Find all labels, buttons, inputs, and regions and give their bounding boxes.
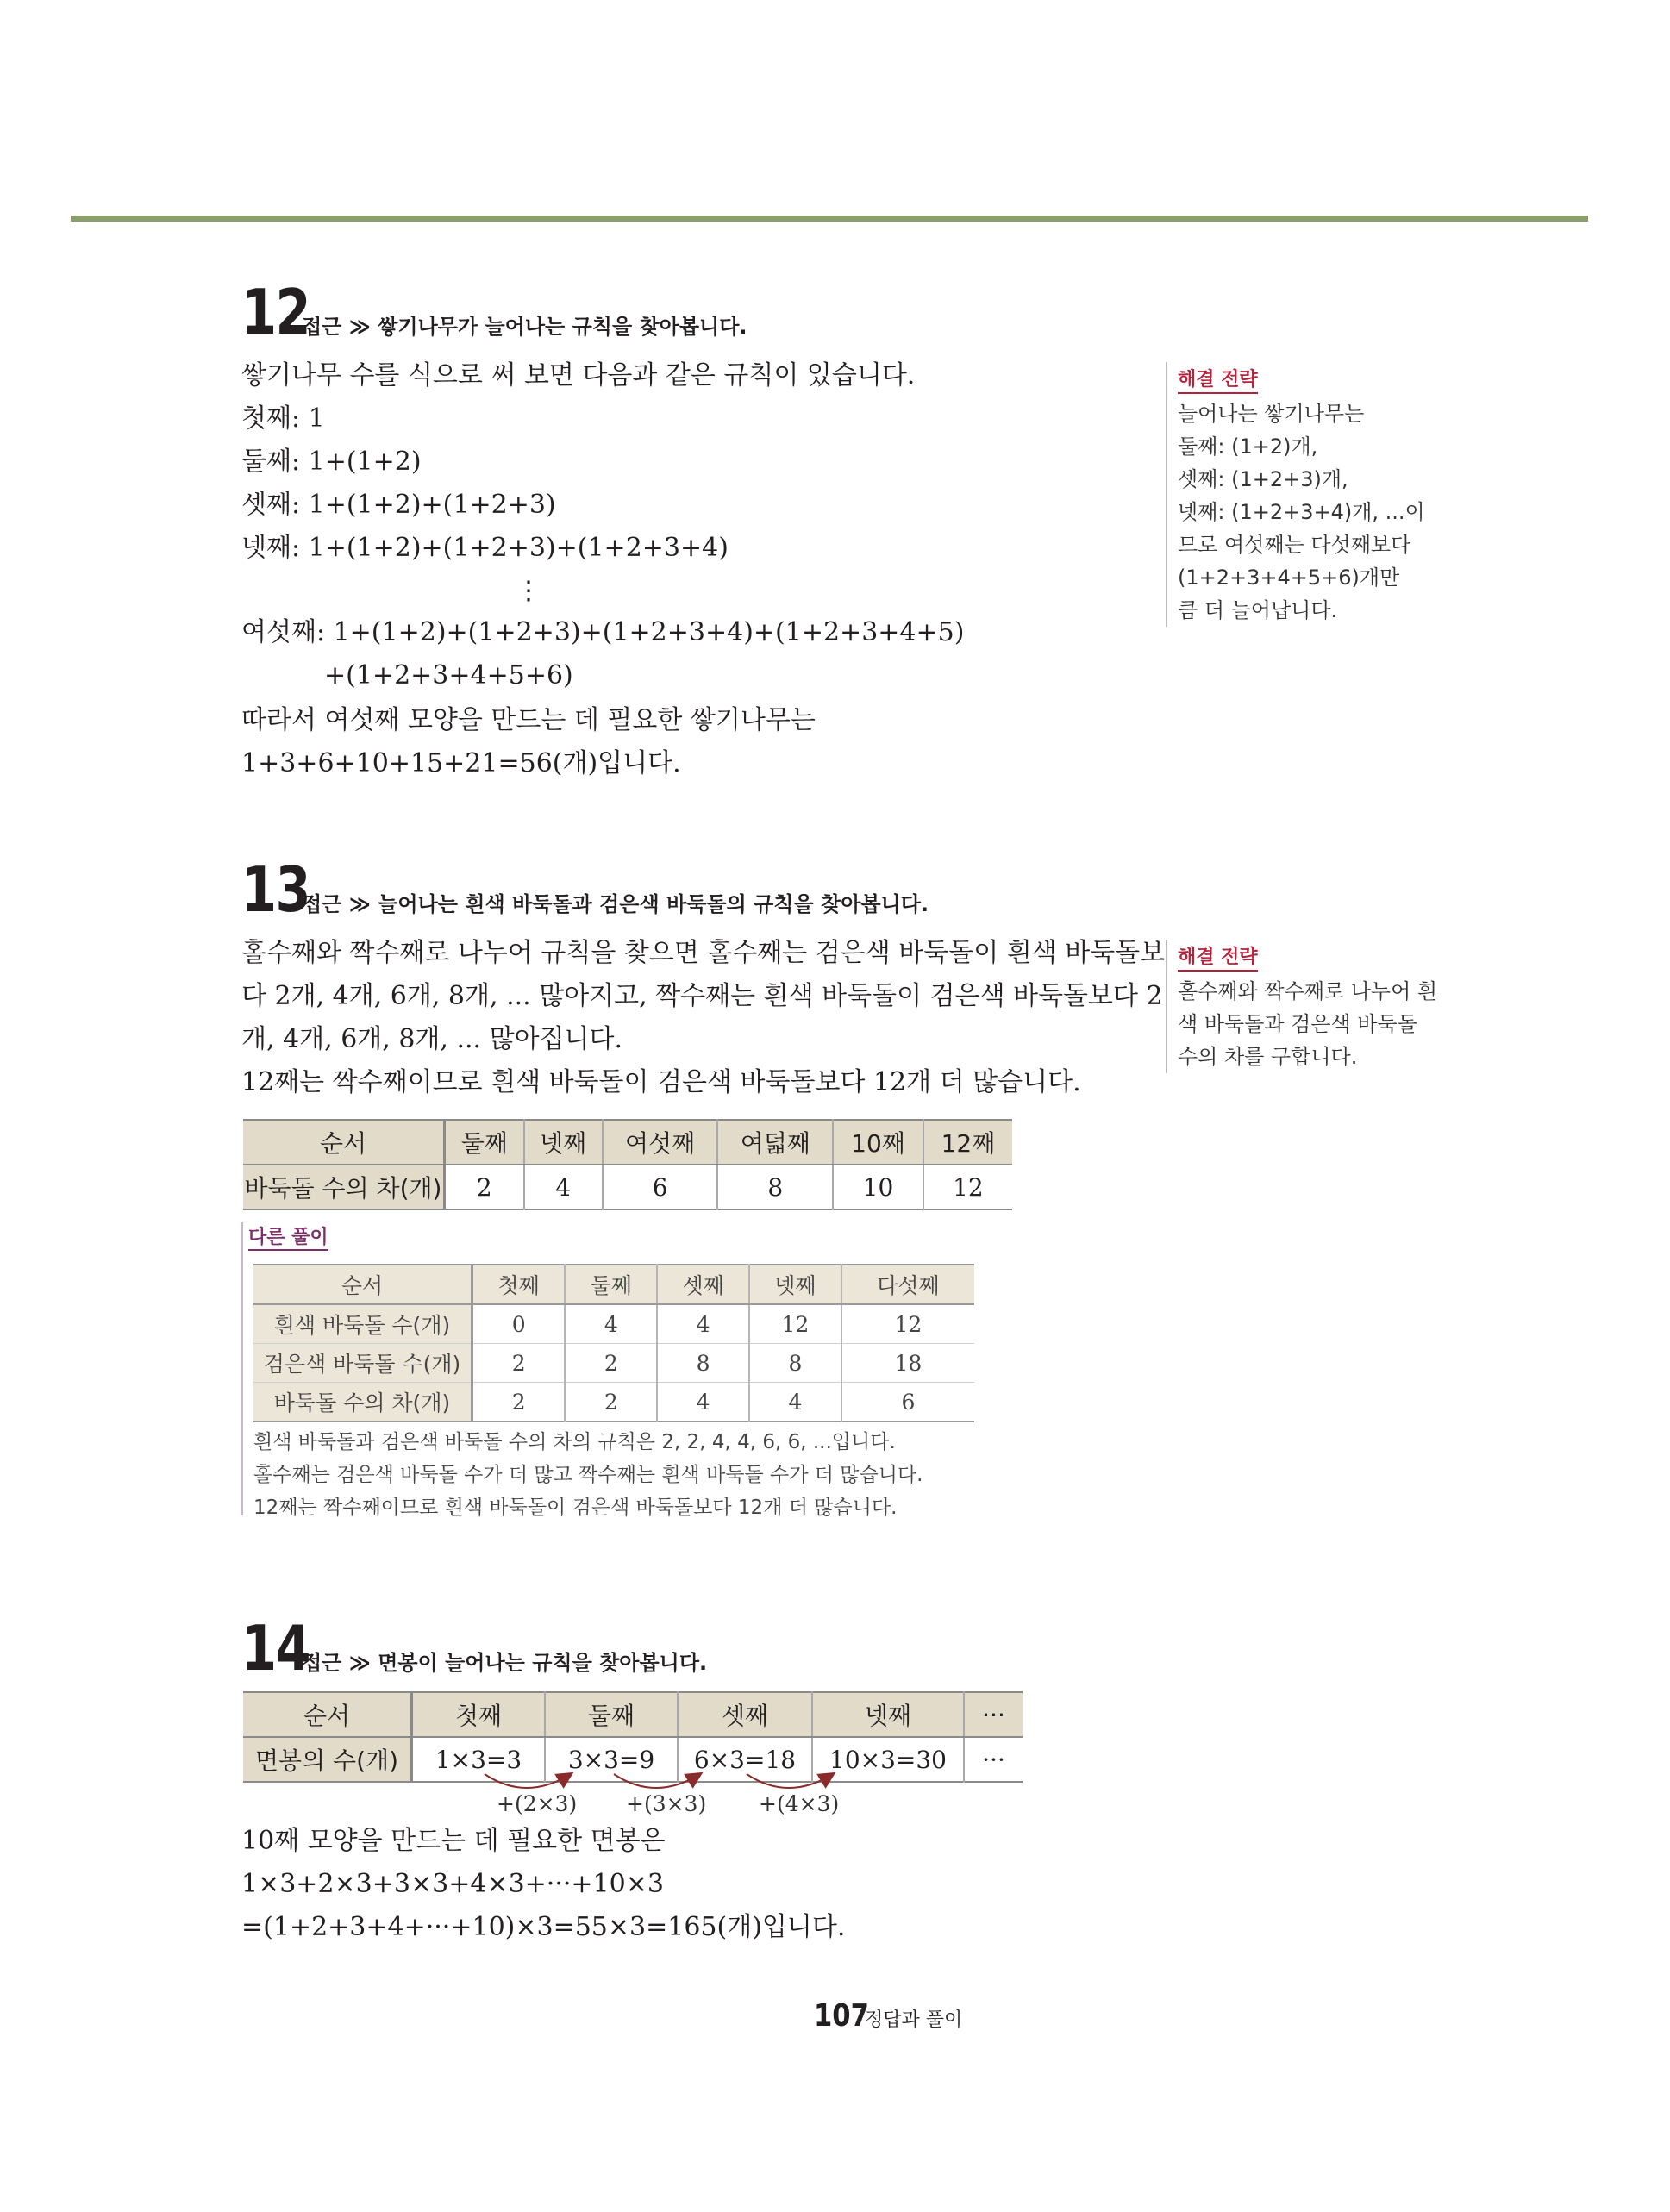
p12-line: 따라서 여섯째 모양을 만드는 데 필요한 쌓기나무는 (241, 705, 816, 735)
problem-number: 12 (241, 276, 310, 348)
table-cell: 2 (472, 1344, 566, 1383)
table-cell: 4 (657, 1383, 749, 1422)
table-header-cell: 넷째 (749, 1265, 841, 1304)
strategy-line: 셋째: (1+2+3)개, (1178, 467, 1348, 491)
table-cell: 4 (524, 1165, 603, 1209)
table-cell: 2 (472, 1383, 566, 1422)
approach-text: 접근 ≫ 늘어나는 흰색 바둑돌과 검은색 바둑돌의 규칙을 찾아봅니다. (302, 892, 929, 916)
row-label: 바둑돌 수의 차(개) (243, 1165, 445, 1209)
p14-answer: =(1+2+3+4+···+10)×3=55×3=165(개)입니다. (241, 1912, 846, 1942)
table-header-cell: 12째 (923, 1120, 1012, 1165)
vertical-ellipsis: ⋮ (516, 576, 541, 606)
p13-line: 홀수째와 짝수째로 나누어 규칙을 찾으면 홀수째는 검은색 바둑돌이 흰색 바둑돌보 (241, 938, 1166, 968)
problem-number: 13 (241, 853, 310, 926)
strategy-line: 넷째: (1+2+3+4)개, ...이 (1178, 500, 1425, 524)
approach-text: 접근 ≫ 쌓기나무가 늘어나는 규칙을 찾아봅니다. (302, 315, 747, 339)
table-cell: 2 (565, 1344, 657, 1383)
alt-line: 홀수째는 검은색 바둑돌 수가 더 많고 짝수째는 흰색 바둑돌 수가 더 많습니다. (253, 1464, 923, 1486)
table-cell: 12 (841, 1304, 974, 1344)
table-cell: 3×3=9 (545, 1737, 678, 1782)
table-header-cell: 넷째 (812, 1692, 964, 1737)
p14-line: 10째 모양을 만드는 데 필요한 면봉은 (241, 1826, 666, 1856)
table-cell: 0 (472, 1304, 566, 1344)
p12-line: 둘째: 1+(1+2) (241, 447, 422, 477)
alt-title: 다른 풀이 (248, 1222, 328, 1251)
step-label: +(2×3) (497, 1791, 578, 1816)
table-cell: 10 (833, 1165, 923, 1209)
table-header-cell: 첫째 (412, 1692, 546, 1737)
table-cell: 6 (841, 1383, 974, 1422)
p12-line: 첫째: 1 (241, 403, 325, 434)
row-label: 면봉의 수(개) (243, 1737, 412, 1782)
table-cell: 8 (749, 1344, 841, 1383)
p13-line: 12째는 짝수째이므로 흰색 바둑돌이 검은색 바둑돌보다 12개 더 많습니다. (241, 1067, 1081, 1097)
table-cell: 4 (565, 1304, 657, 1344)
p12-line: 셋째: 1+(1+2)+(1+2+3) (241, 490, 556, 520)
table-header-cell: 둘째 (445, 1120, 524, 1165)
table-header-cell: 순서 (243, 1692, 412, 1737)
p14-line: 1×3+2×3+3×3+4×3+···+10×3 (241, 1869, 664, 1899)
p12-answer: 1+3+6+10+15+21=56(개)입니다. (241, 748, 681, 778)
table-cell: ··· (982, 1745, 1005, 1774)
table-cell: 6 (603, 1165, 718, 1209)
table-header-cell: 셋째 (657, 1265, 749, 1304)
table-cell: 4 (657, 1304, 749, 1344)
table-cell: 12 (749, 1304, 841, 1344)
p12-line: +(1+2+3+4+5+6) (324, 660, 573, 690)
table-header-cell: 순서 (243, 1120, 445, 1165)
table-header-cell: 첫째 (472, 1265, 566, 1304)
alt-line: 12째는 짝수째이므로 흰색 바둑돌이 검은색 바둑돌보다 12개 더 많습니다. (253, 1497, 898, 1519)
step-label: +(3×3) (626, 1791, 707, 1816)
arrow-icon (747, 1774, 833, 1788)
table-cell: 12 (953, 1172, 984, 1202)
table-cell: 2 (445, 1165, 524, 1209)
step-label: +(4×3) (759, 1791, 840, 1816)
table-cell: 8 (657, 1344, 749, 1383)
strategy-title: 해결 전략 (1178, 368, 1258, 394)
strategy-line: (1+2+3+4+5+6)개만 (1178, 565, 1400, 590)
table-cell: 18 (841, 1344, 974, 1383)
table-header-cell: 여섯째 (603, 1120, 718, 1165)
row-label: 바둑돌 수의 차(개) (253, 1383, 472, 1422)
row-label: 검은색 바둑돌 수(개) (253, 1344, 472, 1383)
arrow-icon (614, 1774, 700, 1788)
strategy-line: 큼 더 늘어납니다. (1178, 598, 1338, 622)
table-header-cell: 여덟째 (717, 1120, 833, 1165)
table-header-cell: 10째 (833, 1120, 923, 1165)
table-header-cell: 다섯째 (841, 1265, 974, 1304)
page-label: 정답과 풀이 (865, 2009, 963, 2031)
strategy-line: 수의 차를 구합니다. (1178, 1045, 1358, 1069)
table-header-cell: 넷째 (524, 1120, 603, 1165)
table-header-cell: 둘째 (545, 1692, 678, 1737)
problem-number: 14 (241, 1612, 310, 1684)
arrow-icon (485, 1774, 571, 1788)
strategy-line: 색 바둑돌과 검은색 바둑돌 (1178, 1012, 1417, 1036)
table-cell: 10×3=30 (812, 1737, 964, 1782)
strategy-line: 늘어나는 쌓기나무는 (1178, 402, 1365, 426)
table-header-cell: 셋째 (678, 1692, 812, 1737)
p12-line: 쌓기나무 수를 식으로 써 보면 다음과 같은 규칙이 있습니다. (241, 360, 916, 391)
table-cell: 6×3=18 (678, 1737, 812, 1782)
strategy-line: 홀수째와 짝수째로 나누어 흰 (1178, 979, 1438, 1003)
p13-line: 다 2개, 4개, 6개, 8개, ... 많아지고, 짝수째는 흰색 바둑돌이 검은색 바둑돌보다 2 (241, 981, 1163, 1011)
table-cell: 1×3=3 (412, 1737, 546, 1782)
table-header-cell: ··· (964, 1692, 1023, 1737)
p12-line: 여섯째: 1+(1+2)+(1+2+3)+(1+2+3+4)+(1+2+3+4+5) (241, 617, 965, 647)
page-number: 107 (814, 1998, 869, 2034)
table-cell: 8 (717, 1165, 833, 1209)
approach-text: 접근 ≫ 면봉이 늘어나는 규칙을 찾아봅니다. (302, 1651, 708, 1675)
table-cell: 2 (565, 1383, 657, 1422)
table-header-cell: 둘째 (565, 1265, 657, 1304)
alt-line: 흰색 바둑돌과 검은색 바둑돌 수의 차의 규칙은 2, 2, 4, 4, 6, 6, ...입니다. (253, 1431, 896, 1453)
table-cell: 4 (749, 1383, 841, 1422)
p13-line: 개, 4개, 6개, 8개, ... 많아집니다. (241, 1024, 623, 1054)
row-label: 흰색 바둑돌 수(개) (253, 1304, 472, 1344)
table-header-cell: 순서 (253, 1265, 472, 1304)
strategy-line: 둘째: (1+2)개, (1178, 434, 1318, 459)
p12-line: 넷째: 1+(1+2)+(1+2+3)+(1+2+3+4) (241, 533, 729, 563)
strategy-title: 해결 전략 (1178, 946, 1258, 972)
strategy-line: 므로 여섯째는 다섯째보다 (1178, 533, 1411, 557)
